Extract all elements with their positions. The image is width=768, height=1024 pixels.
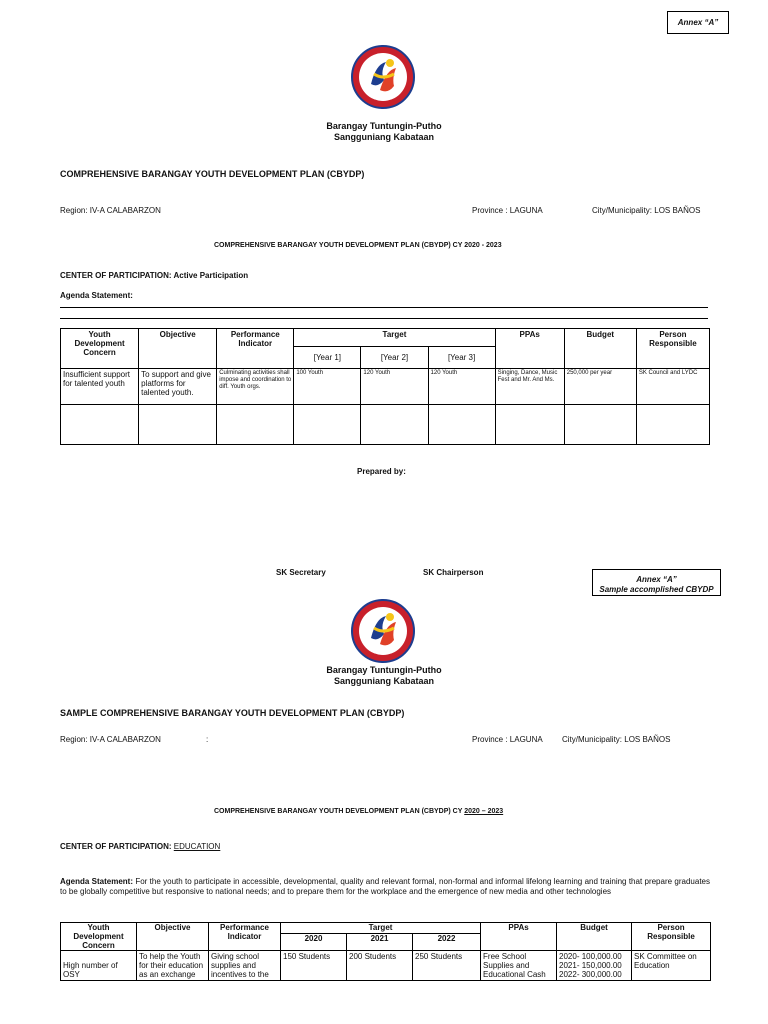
cell-objective: To help the Youth for their education as an exchange bbox=[137, 951, 209, 981]
city-label: City/Municipality: LOS BAÑOS bbox=[592, 206, 701, 215]
header-target: Target bbox=[281, 923, 481, 934]
cell-ppas: Singing, Dance, Music Fest and Mr. And Ms. bbox=[495, 369, 564, 405]
barangay-name-2: Barangay Tuntungin-Putho bbox=[326, 665, 442, 675]
header-ppas: PPAs bbox=[481, 923, 557, 951]
cell-indicator: Culminating activities shall impose and coordination to diff. Youth orgs. bbox=[217, 369, 294, 405]
header-budget: Budget bbox=[564, 329, 636, 369]
header-year-2021: 2021 bbox=[347, 933, 413, 950]
table-row bbox=[61, 369, 710, 405]
plan-title-cy-years: 2020 – 2023 bbox=[464, 808, 504, 815]
header-indicator: Performance Indicator bbox=[209, 923, 281, 951]
annex-sample-label bbox=[592, 569, 721, 596]
header-concern: Youth Development Concern bbox=[61, 329, 139, 369]
budget-2022: 2022- 300,000.00 bbox=[559, 970, 622, 979]
barangay-heading-2 bbox=[280, 665, 488, 687]
cell-concern bbox=[61, 951, 137, 981]
agenda-label-2: Agenda Statement: bbox=[60, 877, 136, 886]
region-label-2: Region: IV-A CALABARZON bbox=[60, 735, 161, 744]
cell-year-1: 100 Youth bbox=[294, 369, 361, 405]
sk-name: Sangguniang Kabataan bbox=[333, 132, 434, 142]
header-objective: Objective bbox=[139, 329, 217, 369]
agenda-line-2 bbox=[60, 318, 708, 319]
cell-year-3: 120 Youth bbox=[428, 369, 495, 405]
region-colon: : bbox=[206, 735, 209, 744]
cell-budget: 250,000 per year bbox=[564, 369, 636, 405]
annex-text: Annex “A” bbox=[677, 18, 719, 27]
agenda-line-1 bbox=[60, 307, 708, 308]
header-concern: Youth Development Concern bbox=[61, 923, 137, 951]
cell-budget bbox=[557, 951, 632, 981]
region-label: Region: IV-A CALABARZON bbox=[60, 206, 161, 215]
center-label: CENTER OF PARTICIPATION: bbox=[60, 842, 174, 851]
cell-year-2022: 250 Students bbox=[413, 951, 481, 981]
header-budget: Budget bbox=[557, 923, 632, 951]
agenda-statement-2 bbox=[60, 877, 710, 897]
table-row bbox=[61, 951, 711, 981]
center-of-participation: CENTER OF PARTICIPATION: Active Participation bbox=[60, 271, 249, 280]
table-row-empty bbox=[61, 405, 710, 445]
plan-title-cy-2 bbox=[214, 808, 503, 815]
cell-person: SK Council and LYDC bbox=[636, 369, 709, 405]
center-value: EDUCATION bbox=[173, 842, 221, 851]
cell-year-2: 120 Youth bbox=[361, 369, 428, 405]
header-objective: Objective bbox=[137, 923, 209, 951]
annex-sample-line-2: Sample accomplished CBYDP bbox=[599, 585, 714, 594]
sample-plan-title: SAMPLE COMPREHENSIVE BARANGAY YOUTH DEVELOPMENT PLAN (CBYDP) bbox=[60, 708, 405, 718]
plan-title-cy: COMPREHENSIVE BARANGAY YOUTH DEVELOPMENT PLAN (CBYDP) CY 2020 - 2023 bbox=[214, 242, 502, 249]
sk-logo bbox=[350, 598, 416, 664]
sample-plan-table bbox=[60, 922, 711, 981]
center-of-participation-2 bbox=[60, 842, 220, 851]
header-ppas: PPAs bbox=[495, 329, 564, 369]
cell-concern-text: High number of OSY bbox=[63, 961, 118, 979]
header-year-1: [Year 1] bbox=[294, 347, 361, 369]
header-target: Target bbox=[294, 329, 495, 347]
plan-table bbox=[60, 328, 710, 445]
cell-year-2020: 150 Students bbox=[281, 951, 347, 981]
cell-indicator: Giving school supplies and incentives to the bbox=[209, 951, 281, 981]
annex-label bbox=[667, 11, 729, 34]
plan-title: COMPREHENSIVE BARANGAY YOUTH DEVELOPMENT PLAN (CBYDP) bbox=[60, 169, 365, 179]
city-label-2: City/Municipality: LOS BAÑOS bbox=[562, 735, 671, 744]
budget-2020: 2020- 100,000.00 bbox=[559, 952, 622, 961]
province-label-2: Province : LAGUNA bbox=[472, 735, 543, 744]
agenda-label: Agenda Statement: bbox=[60, 291, 133, 300]
header-year-2020: 2020 bbox=[281, 933, 347, 950]
sk-name-2: Sangguniang Kabataan bbox=[333, 676, 434, 686]
annex-sample-line-1: Annex “A” bbox=[636, 575, 677, 584]
sk-secretary-label: SK Secretary bbox=[276, 568, 326, 577]
barangay-name: Barangay Tuntungin-Putho bbox=[326, 121, 442, 131]
sk-chairperson-label: SK Chairperson bbox=[423, 568, 484, 577]
cell-person: SK Committee on Education bbox=[632, 951, 711, 981]
cell-concern: Insufficient support for talented youth bbox=[61, 369, 139, 405]
header-person: Person Responsible bbox=[632, 923, 711, 951]
prepared-by: Prepared by: bbox=[357, 467, 406, 476]
province-label: Province : LAGUNA bbox=[472, 206, 543, 215]
header-year-2022: 2022 bbox=[413, 933, 481, 950]
budget-2021: 2021- 150,000.00 bbox=[559, 961, 622, 970]
plan-title-cy-prefix: COMPREHENSIVE BARANGAY YOUTH DEVELOPMENT PLAN (CBYDP) CY bbox=[214, 808, 465, 815]
barangay-heading bbox=[280, 121, 488, 143]
cell-ppas: Free School Supplies and Educational Cash bbox=[481, 951, 557, 981]
header-person: Person Responsible bbox=[636, 329, 709, 369]
header-indicator: Performance Indicator bbox=[217, 329, 294, 369]
agenda-text: For the youth to participate in accessible, developmental, quality and relevant formal, non-formal and informal lifelong learning and training that prepare graduates to be globally competitive but responsive to national needs; and to prepare them for the workplace and the emergence of new media and other technologies bbox=[60, 877, 710, 896]
cell-objective: To support and give platforms for talented youth. bbox=[139, 369, 217, 405]
sk-logo bbox=[350, 44, 416, 110]
header-year-3: [Year 3] bbox=[428, 347, 495, 369]
header-year-2: [Year 2] bbox=[361, 347, 428, 369]
cell-year-2021: 200 Students bbox=[347, 951, 413, 981]
